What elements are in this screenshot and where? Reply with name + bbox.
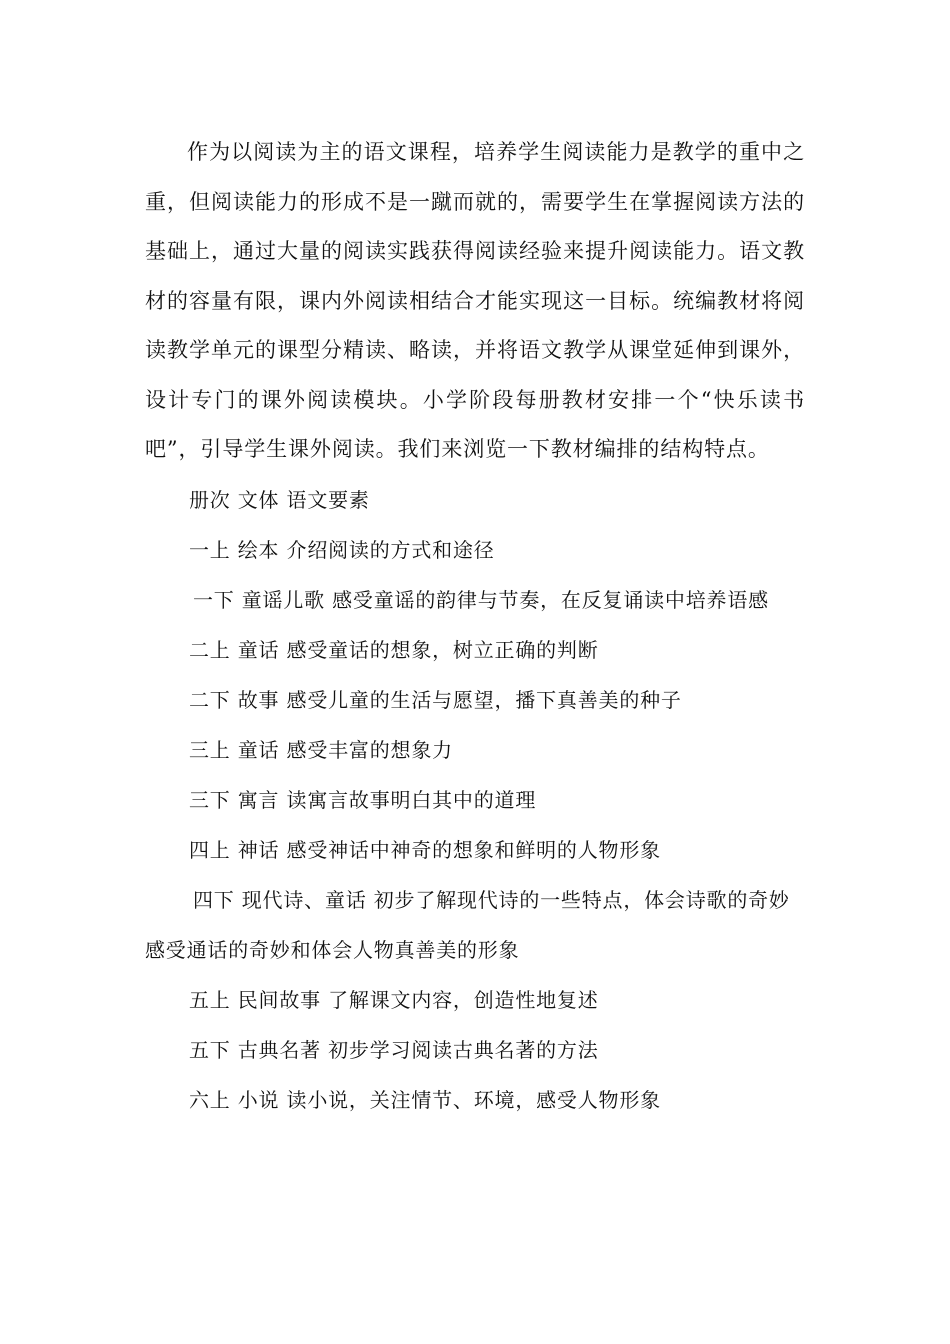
- list-item: 五上 民间故事 了解课文内容，创造性地复述: [189, 987, 599, 1012]
- list-item: 一上 绘本 介绍阅读的方式和途径: [189, 537, 495, 562]
- table-header-line: 册次 文体 语文要素: [189, 487, 370, 512]
- list-item: 二下 故事 感受儿童的生活与愿望，播下真善美的种子: [189, 687, 682, 712]
- grade-genre-list: [145, 475, 805, 1125]
- list-item: 四下 现代诗、童话 初步了解现代诗的一些特点，体会诗歌的奇妙 感受通话的奇妙和体会人物真善美的形象: [145, 887, 790, 962]
- list-item: 五下 古典名著 初步学习阅读古典名著的方法: [189, 1037, 599, 1062]
- list-item: 四上 神话 感受神话中神奇的想象和鲜明的人物形象: [189, 837, 661, 862]
- list-item: 六上 小说 读小说，关注情节、环境，感受人物形象: [189, 1087, 661, 1112]
- list-item: 一下 童谣儿歌 感受童谣的韵律与节奏，在反复诵读中培养语感: [193, 587, 769, 612]
- list-item: 三下 寓言 读寓言故事明白其中的道理: [189, 787, 537, 812]
- intro-paragraph: 作为以阅读为主的语文课程，培养学生阅读能力是教学的重中之重，但阅读能力的形成不是一蹴而就的，需要学生在掌握阅读方法的基础上，通过大量的阅读实践获得阅读经验来提升阅读能力。语文教材的容量有限，课内外阅读相结合才能实现这一目标。统编教材将阅读教学单元的课型分精读、略读，并将语文教学从课堂延伸到课外，设计专门的课外阅读模块。小学阶段每册教材安排一个“快乐读书吧”，引导学生课外阅读。我们来浏览一下教材编排的结构特点。: [145, 140, 805, 461]
- list-item: 三上 童话 感受丰富的想象力: [189, 737, 453, 762]
- list-item: 二上 童话 感受童话的想象，树立正确的判断: [189, 637, 599, 662]
- document-body: [145, 128, 805, 1125]
